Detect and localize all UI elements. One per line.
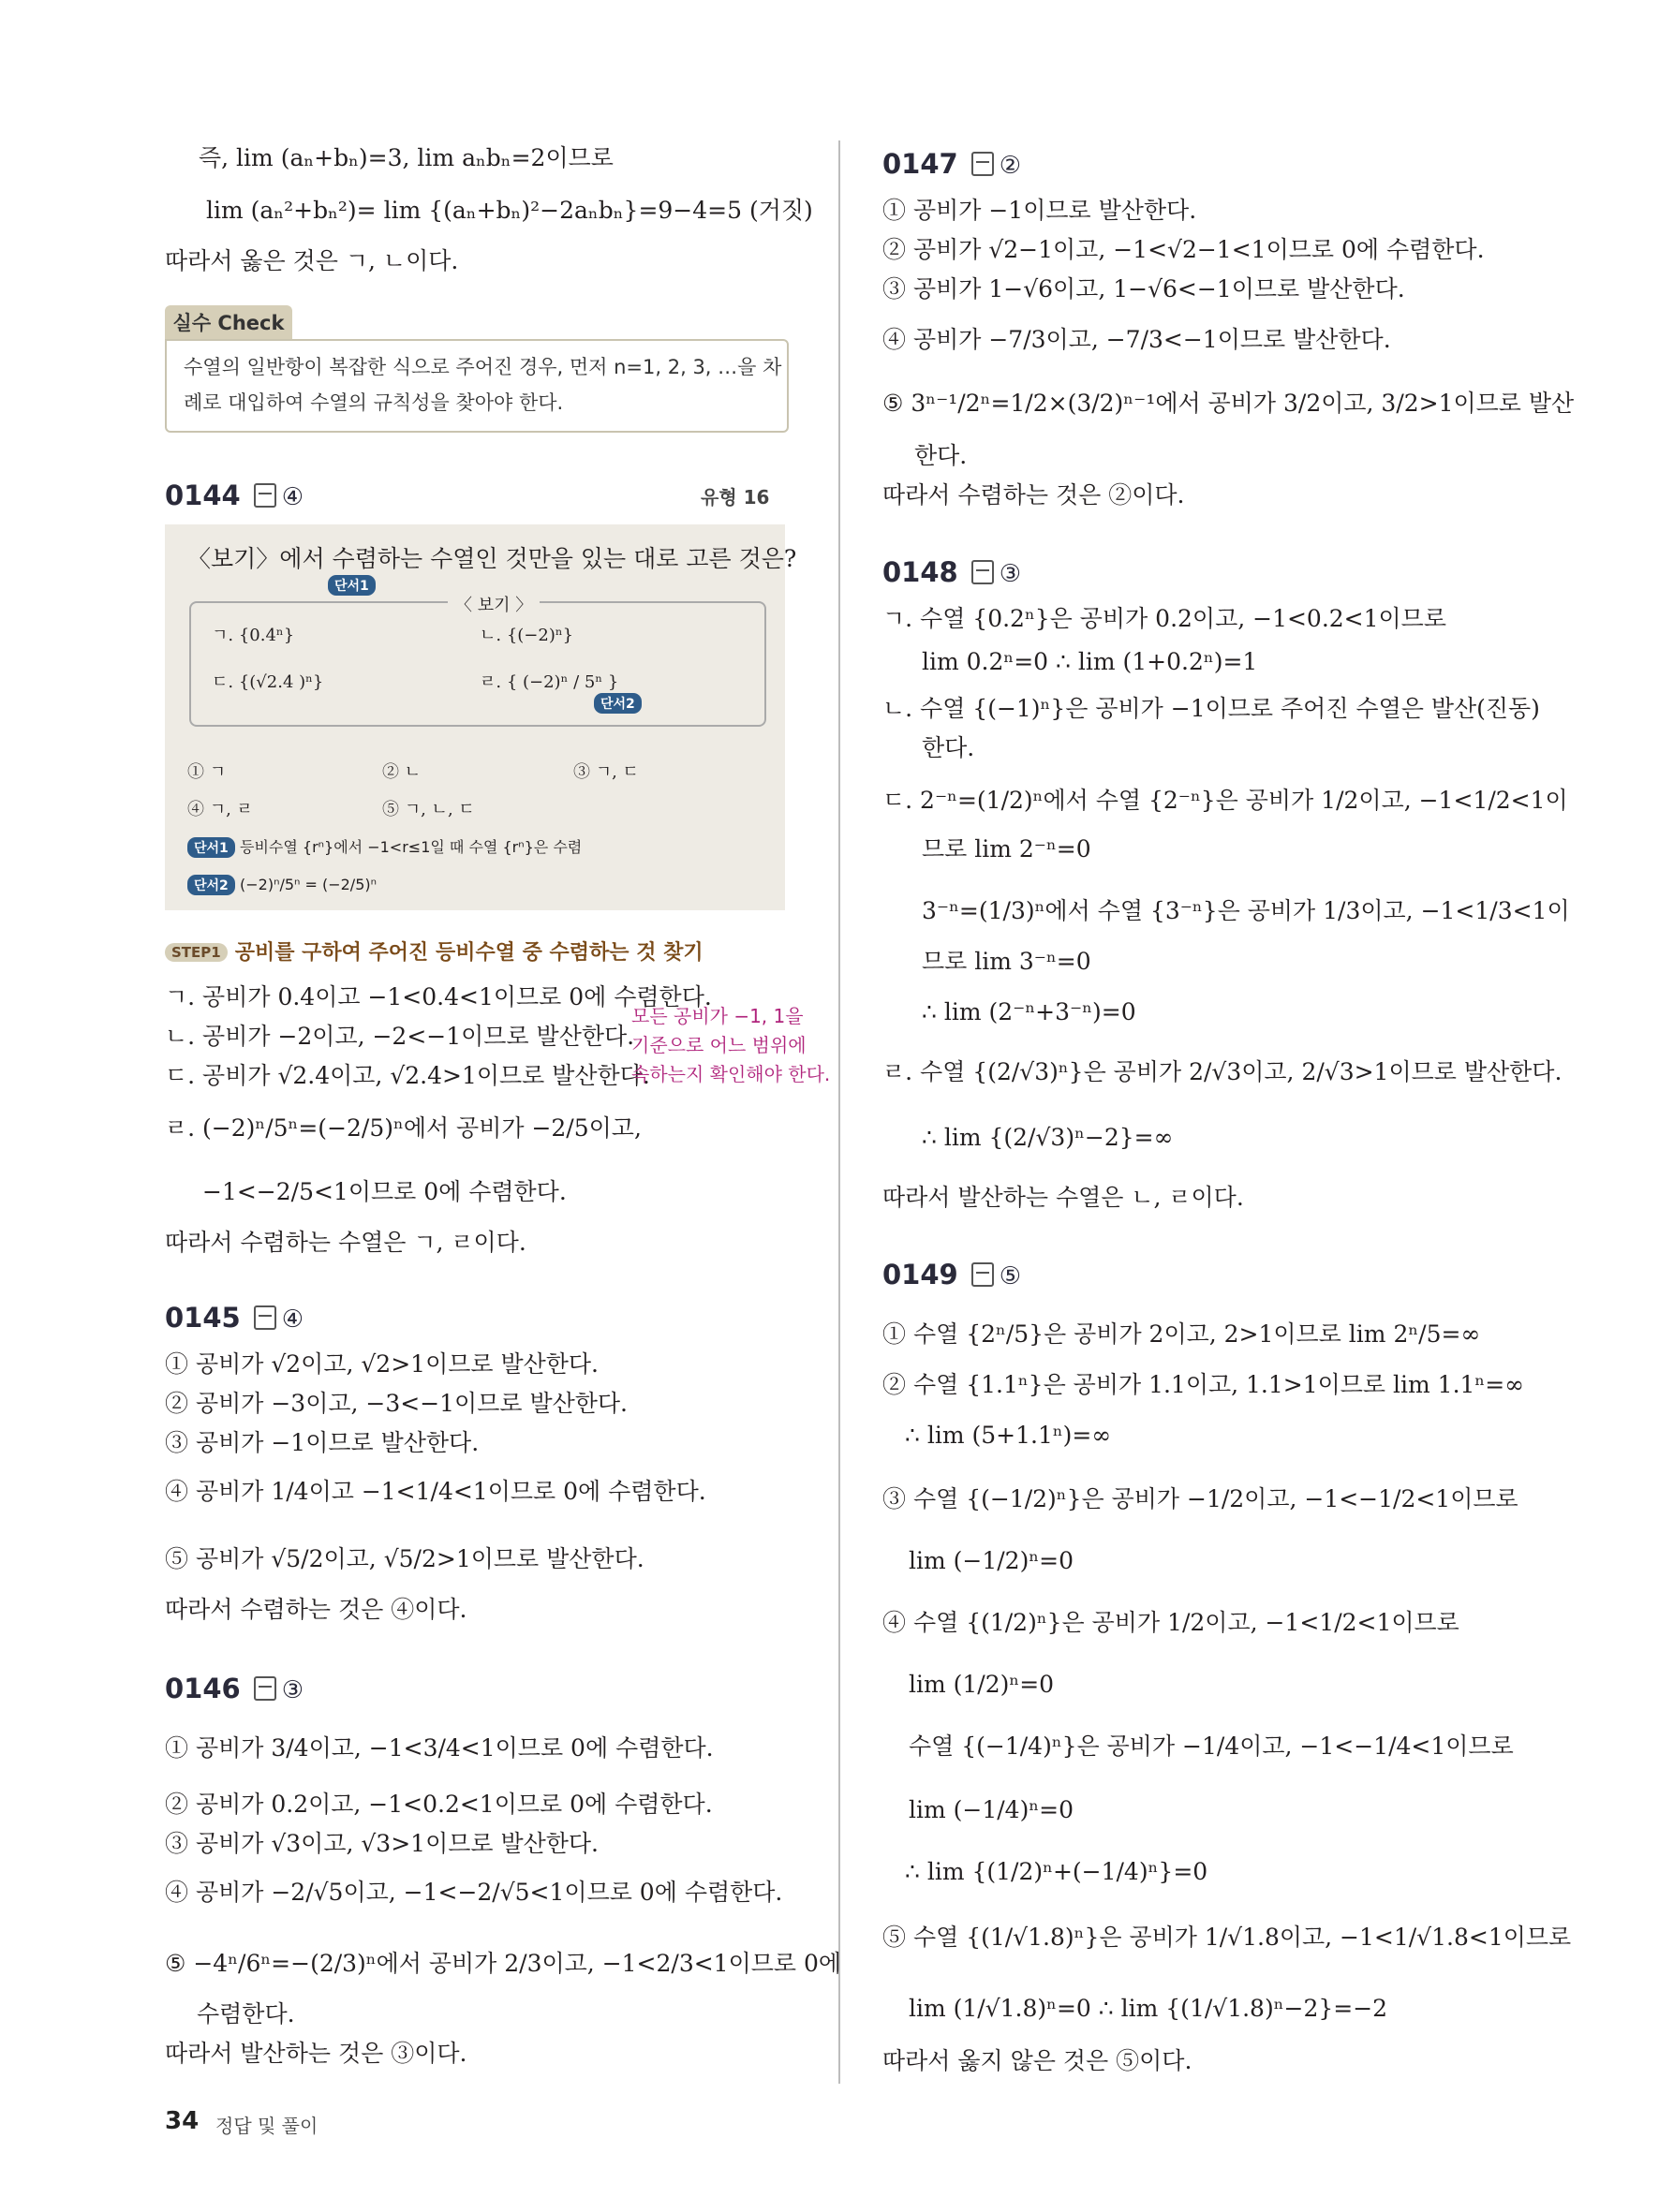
sol-0146-1: ① 공비가 3/4이고, −1<3/4<1이므로 0에 수렴한다. (165, 1734, 714, 1762)
top-line-3: 따라서 옳은 것은 ㄱ, ㄴ이다. (165, 247, 459, 274)
sol-0144-3: ㄷ. 공비가 √2.4이고, √2.4>1이므로 발산한다. (165, 1062, 650, 1089)
problem-number: 0145 (165, 1302, 241, 1334)
answer-value: ④ (281, 483, 304, 511)
sol-0148-1: ㄱ. 수열 {0.2ⁿ}은 공비가 0.2이고, −1<0.2<1이므로 (882, 605, 1446, 632)
footer-label: 정답 및 풀이 (215, 2115, 318, 2137)
bogi-item-d: ㄷ. {(√2.4 )ⁿ} (212, 672, 324, 692)
problem-0144-header (165, 479, 304, 511)
sol-0146-7: 따라서 발산하는 것은 ③이다. (165, 2040, 467, 2067)
sol-0145-4: ④ 공비가 1/4이고 −1<1/4<1이므로 0에 수렴한다. (165, 1478, 706, 1505)
sol-0149-8: 수열 {(−1/4)ⁿ}은 공비가 −1/4이고, −1<−1/4<1이므로 (909, 1733, 1514, 1760)
problem-0147-header (882, 148, 1021, 180)
choice-2: ② ㄴ (382, 762, 422, 782)
sol-0147-5: ⑤ 3ⁿ⁻¹/2ⁿ=1/2×(3/2)ⁿ⁻¹에서 공비가 3/2이고, 3/2>1이므로 발산 (882, 390, 1575, 417)
bogi-question: 〈보기〉에서 수렴하는 수열인 것만을 있는 대로 고른 것은? (187, 545, 797, 572)
sol-0149-7: lim (1/2)ⁿ=0 (909, 1671, 1055, 1698)
problem-0148-header (882, 556, 1021, 588)
mistake-check-line-2: 례로 대입하여 수열의 규칙성을 찾아야 한다. (184, 391, 564, 414)
sol-0144-2: ㄴ. 공비가 −2이고, −2<−1이므로 발산한다. (165, 1023, 635, 1050)
sol-0148-8: 므로 lim 3⁻ⁿ=0 (922, 948, 1091, 975)
sol-0149-13: 따라서 옳지 않은 것은 ⑤이다. (882, 2047, 1192, 2074)
sol-0149-1: ① 수열 {2ⁿ/5}은 공비가 2이고, 2>1이므로 lim 2ⁿ/5=∞ (882, 1320, 1481, 1348)
sol-0148-10: ㄹ. 수열 {(2/√3)ⁿ}은 공비가 2/√3이고, 2/√3>1이므로 발산한다. (882, 1058, 1563, 1085)
sol-0145-6: 따라서 수렴하는 것은 ④이다. (165, 1596, 467, 1623)
sol-0144-4: ㄹ. (−2)ⁿ/5ⁿ=(−2/5)ⁿ에서 공비가 −2/5이고, (165, 1114, 642, 1142)
choice-1: ① ㄱ (187, 762, 227, 782)
problem-0145-header (165, 1302, 304, 1334)
problem-number: 0148 (882, 556, 958, 588)
sol-0147-6: 한다. (914, 442, 968, 469)
answer-value: ③ (999, 560, 1022, 588)
sol-0148-3: ㄴ. 수열 {(−1)ⁿ}은 공비가 −1이므로 주어진 수열은 발산(진동) (882, 695, 1540, 722)
sol-0146-3: ③ 공비가 √3이고, √3>1이므로 발산한다. (165, 1830, 600, 1857)
step-1 (165, 936, 704, 966)
problem-number: 0144 (165, 479, 241, 511)
note-line-3: 속하는지 확인해야 한다. (631, 1063, 831, 1085)
sol-0149-3: ∴ lim (5+1.1ⁿ)=∞ (905, 1422, 1112, 1449)
sol-0147-2: ② 공비가 √2−1이고, −1<√2−1<1이므로 0에 수렴한다. (882, 236, 1485, 263)
sol-0149-2: ② 수열 {1.1ⁿ}은 공비가 1.1이고, 1.1>1이므로 lim 1.1ⁿ=∞ (882, 1371, 1525, 1398)
sol-0149-6: ④ 수열 {(1/2)ⁿ}은 공비가 1/2이고, −1<1/2<1이므로 (882, 1609, 1459, 1636)
sol-0148-4: 한다. (922, 734, 975, 761)
sol-0146-6: 수렴한다. (197, 2000, 295, 2028)
sol-0147-4: ④ 공비가 −7/3이고, −7/3<−1이므로 발산한다. (882, 326, 1391, 353)
note-line-2: 기준으로 어느 범위에 (631, 1034, 807, 1056)
sol-0144-6: 따라서 수렴하는 수열은 ㄱ, ㄹ이다. (165, 1229, 526, 1256)
problem-0149-header (882, 1259, 1021, 1290)
sol-0147-3: ③ 공비가 1−√6이고, 1−√6<−1이므로 발산한다. (882, 275, 1405, 302)
sol-0148-9: ∴ lim (2⁻ⁿ+3⁻ⁿ)=0 (922, 998, 1136, 1025)
choice-3: ③ ㄱ, ㄷ (573, 762, 639, 782)
sol-0147-7: 따라서 수렴하는 것은 ②이다. (882, 481, 1185, 509)
answer-value: ④ (281, 1305, 304, 1334)
answer-value: ② (999, 152, 1022, 180)
sol-0149-5: lim (−1/2)ⁿ=0 (909, 1547, 1074, 1574)
answer-icon (971, 1262, 994, 1287)
hint2-text: (−2)ⁿ/5ⁿ = (−2/5)ⁿ (240, 876, 377, 893)
column-divider (838, 140, 840, 2084)
bogi-title: 〈 보기 〉 (448, 590, 540, 622)
answer-value: ⑤ (999, 1262, 1022, 1290)
sol-0147-1: ① 공비가 −1이므로 발산한다. (882, 197, 1197, 224)
sol-0148-5: ㄷ. 2⁻ⁿ=(1/2)ⁿ에서 수열 {2⁻ⁿ}은 공비가 1/2이고, −1<1/2<1이 (882, 787, 1568, 814)
hint2-label: 단서2 (187, 875, 235, 895)
sol-0145-1: ① 공비가 √2이고, √2>1이므로 발산한다. (165, 1350, 600, 1378)
sol-0149-11: ⑤ 수열 {(1/√1.8)ⁿ}은 공비가 1/√1.8이고, −1<1/√1.8<1이므로 (882, 1924, 1572, 1951)
sol-0145-5: ⑤ 공비가 √5/2이고, √5/2>1이므로 발산한다. (165, 1545, 644, 1572)
sol-0144-5: −1<−2/5<1이므로 0에 수렴한다. (202, 1178, 567, 1205)
answer-icon (971, 560, 994, 584)
bogi-item-r: ㄹ. { (−2)ⁿ / 5ⁿ } (480, 672, 619, 692)
sol-0149-4: ③ 수열 {(−1/2)ⁿ}은 공비가 −1/2이고, −1<−1/2<1이므로 (882, 1485, 1518, 1512)
sol-0145-2: ② 공비가 −3이고, −3<−1이므로 발산한다. (165, 1390, 628, 1417)
sol-0148-12: 따라서 발산하는 수열은 ㄴ, ㄹ이다. (882, 1184, 1244, 1211)
answer-icon (971, 152, 994, 176)
bogi-item-n: ㄴ. {(−2)ⁿ} (480, 626, 574, 645)
page-number: 34 (165, 2107, 200, 2135)
problem-number: 0146 (165, 1673, 241, 1704)
type-tag: 유형 16 (701, 486, 770, 509)
choice-5: ⑤ ㄱ, ㄴ, ㄷ (382, 800, 475, 819)
note-line-1: 모든 공비가 −1, 1을 (631, 1005, 804, 1027)
top-line-2: lim (aₙ²+bₙ²)= lim {(aₙ+bₙ)²−2aₙbₙ}=9−4=5 (거짓) (206, 197, 813, 224)
sol-0146-2: ② 공비가 0.2이고, −1<0.2<1이므로 0에 수렴한다. (165, 1791, 713, 1818)
hint2-badge: 단서2 (594, 693, 642, 714)
answer-icon (254, 483, 276, 508)
top-line-1: 즉, lim (aₙ+bₙ)=3, lim aₙbₙ=2이므로 (199, 144, 614, 171)
answer-value: ③ (281, 1676, 304, 1704)
choice-4: ④ ㄱ, ㄹ (187, 800, 253, 819)
problem-number: 0147 (882, 148, 958, 180)
sol-0149-9: lim (−1/4)ⁿ=0 (909, 1796, 1074, 1823)
sol-0149-10: ∴ lim {(1/2)ⁿ+(−1/4)ⁿ}=0 (905, 1858, 1208, 1885)
sol-0149-12: lim (1/√1.8)ⁿ=0 ∴ lim {(1/√1.8)ⁿ−2}=−2 (909, 1995, 1388, 2022)
hint1-badge: 단서1 (328, 575, 376, 596)
sol-0144-1: ㄱ. 공비가 0.4이고 −1<0.4<1이므로 0에 수렴한다. (165, 983, 712, 1010)
sol-0148-6: 므로 lim 2⁻ⁿ=0 (922, 835, 1091, 863)
answer-icon (254, 1676, 276, 1701)
hint1-label: 단서1 (187, 837, 235, 858)
answer-icon (254, 1305, 276, 1330)
sol-0145-3: ③ 공비가 −1이므로 발산한다. (165, 1429, 480, 1456)
sol-0146-4: ④ 공비가 −2/√5이고, −1<−2/√5<1이므로 0에 수렴한다. (165, 1879, 783, 1906)
mistake-check-tab: 실수 Check (165, 305, 292, 341)
sol-0148-7: 3⁻ⁿ=(1/3)ⁿ에서 수열 {3⁻ⁿ}은 공비가 1/3이고, −1<1/3<1이 (922, 897, 1570, 924)
hint1-text: 등비수열 {rⁿ}에서 −1<r≤1일 때 수열 {rⁿ}은 수렴 (240, 838, 583, 856)
problem-number: 0149 (882, 1259, 958, 1290)
problem-0146-header (165, 1673, 304, 1704)
step-label: STEP1 (165, 943, 228, 962)
bogi-item-g: ㄱ. {0.4ⁿ} (212, 626, 295, 645)
mistake-check-line-1: 수열의 일반항이 복잡한 식으로 주어진 경우, 먼저 n=1, 2, 3, …을 차 (184, 356, 782, 378)
sol-0148-11: ∴ lim {(2/√3)ⁿ−2}=∞ (922, 1124, 1174, 1151)
step-title: 공비를 구하여 주어진 등비수열 중 수렴하는 것 찾기 (234, 941, 704, 965)
sol-0148-2: lim 0.2ⁿ=0 ∴ lim (1+0.2ⁿ)=1 (922, 648, 1258, 675)
sol-0146-5: ⑤ −4ⁿ/6ⁿ=−(2/3)ⁿ에서 공비가 2/3이고, −1<2/3<1이므로 0에 (165, 1950, 842, 1977)
